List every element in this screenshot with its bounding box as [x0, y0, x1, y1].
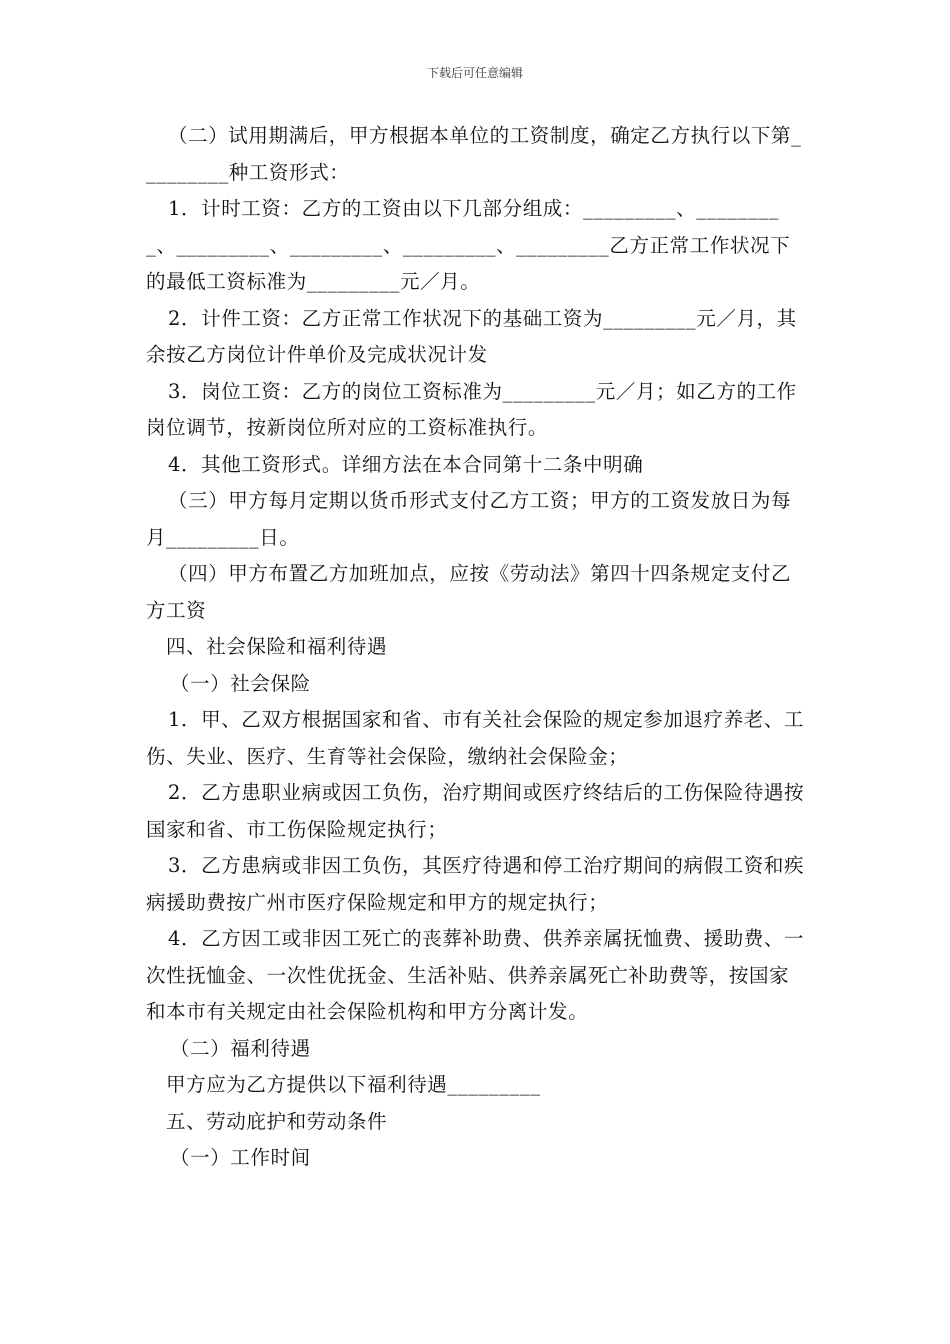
paragraph-position-wage: 3．岗位工资：乙方的岗位工资标准为_________元／月；如乙方的工作岗位调节，按新岗位所对应的工资标准执行。: [146, 379, 797, 439]
page-header-note: 下载后可任意编辑: [426, 66, 523, 80]
section-heading-labor-protection: 五、劳动庇护和劳动条件: [166, 1109, 388, 1133]
subsection-heading-welfare: （二）福利待遇: [170, 1036, 311, 1060]
paragraph-insurance-4: 4．乙方因工或非因工死亡的丧葬补助费、供养亲属抚恤费、援助费、一次性抚恤金、一次性优抚金、生活补贴、供养亲属死亡补助费等，按国家和本市有关规定由社会保险机构和甲方分离计发。: [146, 927, 805, 1023]
paragraph-overtime: （四）甲方布置乙方加班加点，应按《劳动法》第四十四条规定支付乙方工资: [146, 562, 792, 622]
paragraph-insurance-3: 3．乙方患病或非因工负伤，其医疗待遇和停工治疗期间的病假工资和疾病援助费按广州市医疗保险规定和甲方的规定执行；: [146, 854, 805, 914]
paragraph-other-wage: 4．其他工资形式。详细方法在本合同第十二条中明确: [168, 452, 644, 476]
document-body: [146, 118, 808, 1177]
paragraph-welfare: 甲方应为乙方提供以下福利待遇_________: [166, 1073, 541, 1096]
section-heading-social-insurance: 四、社会保险和福利待遇: [166, 635, 388, 658]
paragraph-insurance-2: 2．乙方患职业病或因工负伤，治疗期间或医疗终结后的工伤保险待遇按国家和省、市工伤保险规定执行；: [146, 781, 805, 841]
paragraph-hourly-wage: 1．计时工资：乙方的工资由以下几部分组成：_________、_________、_________、_________、_________、_________乙方正常工作状况下的最低工资标准为_________元／月。: [146, 197, 791, 293]
paragraph-wage-payment: （三）甲方每月定期以货币形式支付乙方工资；甲方的工资发放日为每月_________日。: [146, 489, 792, 549]
subsection-heading-social-insurance: （一）社会保险: [170, 671, 311, 695]
subsection-heading-working-hours: （一）工作时间: [170, 1146, 311, 1169]
paragraph-piece-wage: 2．计件工资：乙方正常工作状况下的基础工资为_________元／月，其余按乙方岗位计件单价及完成状况计发: [146, 306, 797, 366]
paragraph-probation-wage: （二）试用期满后，甲方根据本单位的工资制度，确定乙方执行以下第_________种工资形式：: [146, 124, 802, 184]
paragraph-insurance-1: 1．甲、乙双方根据国家和省、市有关社会保险的规定参加退疗养老、工伤、失业、医疗、生育等社会保险，缴纳社会保险金；: [146, 708, 805, 768]
